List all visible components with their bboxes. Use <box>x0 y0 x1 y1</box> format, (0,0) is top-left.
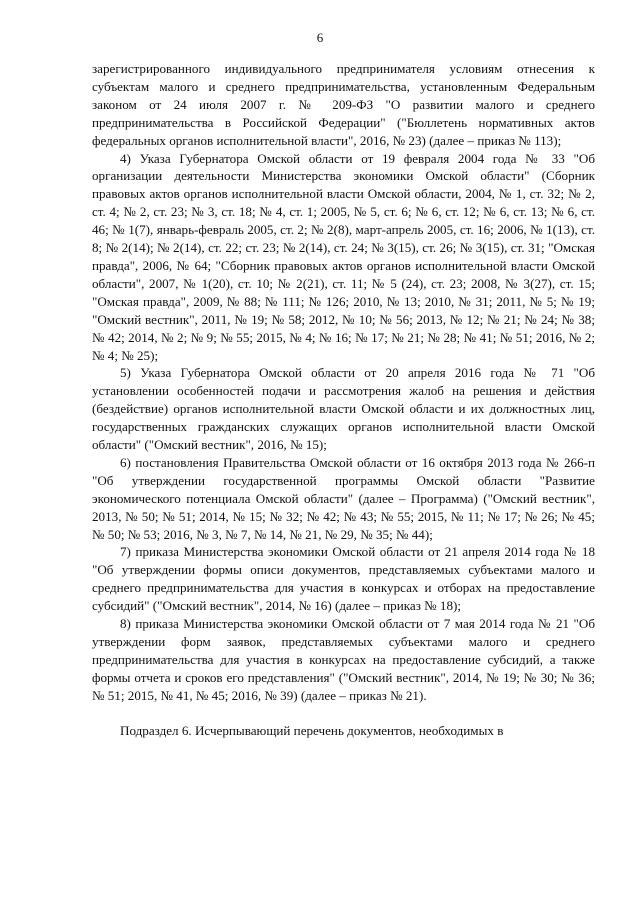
paragraph-continuation: зарегистрированного индивидуального предпринимателя условиям отнесения к субъектам малого и среднего предпринимательства, установленным Федеральным законом от 24 июля 2007 г. № 209-ФЗ "О развитии малого и среднего предпринимательства в Российской Федерации" ("Бюллетень нормативных актов федеральных органов исполнительной власти", 2016, № 23) (далее – приказ № 113); <box>92 61 595 148</box>
page-number: 6 <box>316 30 324 45</box>
list-item-7: 7) приказа Министерства экономики Омской области от 21 апреля 2014 года № 18 "Об утверждении формы описи документов, представляемых субъектами малого и среднего предпринимательства для участия в конкурсах и отборах на предоставление субсидий" ("Омский вестник", 2014, № 16) (далее – приказ № 18); <box>92 544 595 614</box>
list-item-5: 5) Указа Губернатора Омской области от 20 апреля 2016 года № 71 "Об установлении особенностей подачи и рассмотрения жалоб на решения и действия (бездействие) органов исполнительной власти Омской области и их должностных лиц, государственных гражданских служащих органов исполнительной власти Омской области" ("Омский вестник", 2016, № 15); <box>92 365 595 453</box>
list-item-6: 6) постановления Правительства Омской области от 16 октября 2013 года № 266-п "Об утверждении государственной программы Омской области "Развитие экономического потенциала Омской области" (далее – Программа) ("Омский вестник", 2013, № 50; № 51; 2014, № 15; № 32; № 42; № 43; № 55; 2015, № 11; № 17; № 26; № 45; № 50; № 53; 2016, № 3, № 7, № 14, № 21, № 29, № 35; № 44); <box>92 454 595 542</box>
list-item-4: 4) Указа Губернатора Омской области от 19 февраля 2004 года № 33 "Об организации деятельности Министерства экономики Омской области" (Сборник правовых актов органов исполнительной власти Омской области, 2004, № 1, ст. 32; № 2, ст. 4; № 2, ст. 23; № 3, ст. 18; № 4, ст. 1; 2005, № 5, ст. 6; № 6, ст. 12; № 6, ст. 13; № 6, ст. 46; № 1(7), январь-февраль 2005, ст. 2; № 2(8), март-апрель 2005, ст. 16; 2006, № 1(13), ст. 8; № 2(14); № 2(14), ст. 22; ст. 23; № 2(14), ст. 24; № 3(15), ст. 26; № 3(15), ст. 31; "Омская правда", 2006, № 64; "Сборник правовых актов органов исполнительной власти Омской области", 2007, № 1(20), ст. 10; № 2(21), ст. 11; № 5 (24), ст. 23; 2008, № 3(27), ст. 15; "Омская правда", 2009, № 88; № 111; № 126; 2010, № 13; 2010, № 31; 2011, № 5; № 19; "Омский вестник", 2011, № 19; № 58; 2012, № 10; № 56; 2013, № 12; № 21; № 24; № 38; № 42; 2014, № 2; № 9; № 55; 2015, № 4; № 16; № 17; № 21; № 28; № 41; № 51; 2016, № 2; № 4; № 25); <box>92 150 595 363</box>
list-item-8: 8) приказа Министерства экономики Омской области от 7 мая 2014 года № 21 "Об утверждении форм заявок, представляемых субъектами малого и среднего предпринимательства для участия в конкурсах на предоставление субсидий, а также формы отчета и сроков его представления" ("Омский вестник", 2014, № 19; № 30; № 36; № 51; 2015, № 41, № 45; 2016, № 39) (далее – приказ № 21). <box>92 616 595 703</box>
subsection-heading: Подраздел 6. Исчерпывающий перечень документов, необходимых в <box>120 722 504 738</box>
document-body <box>92 60 595 740</box>
